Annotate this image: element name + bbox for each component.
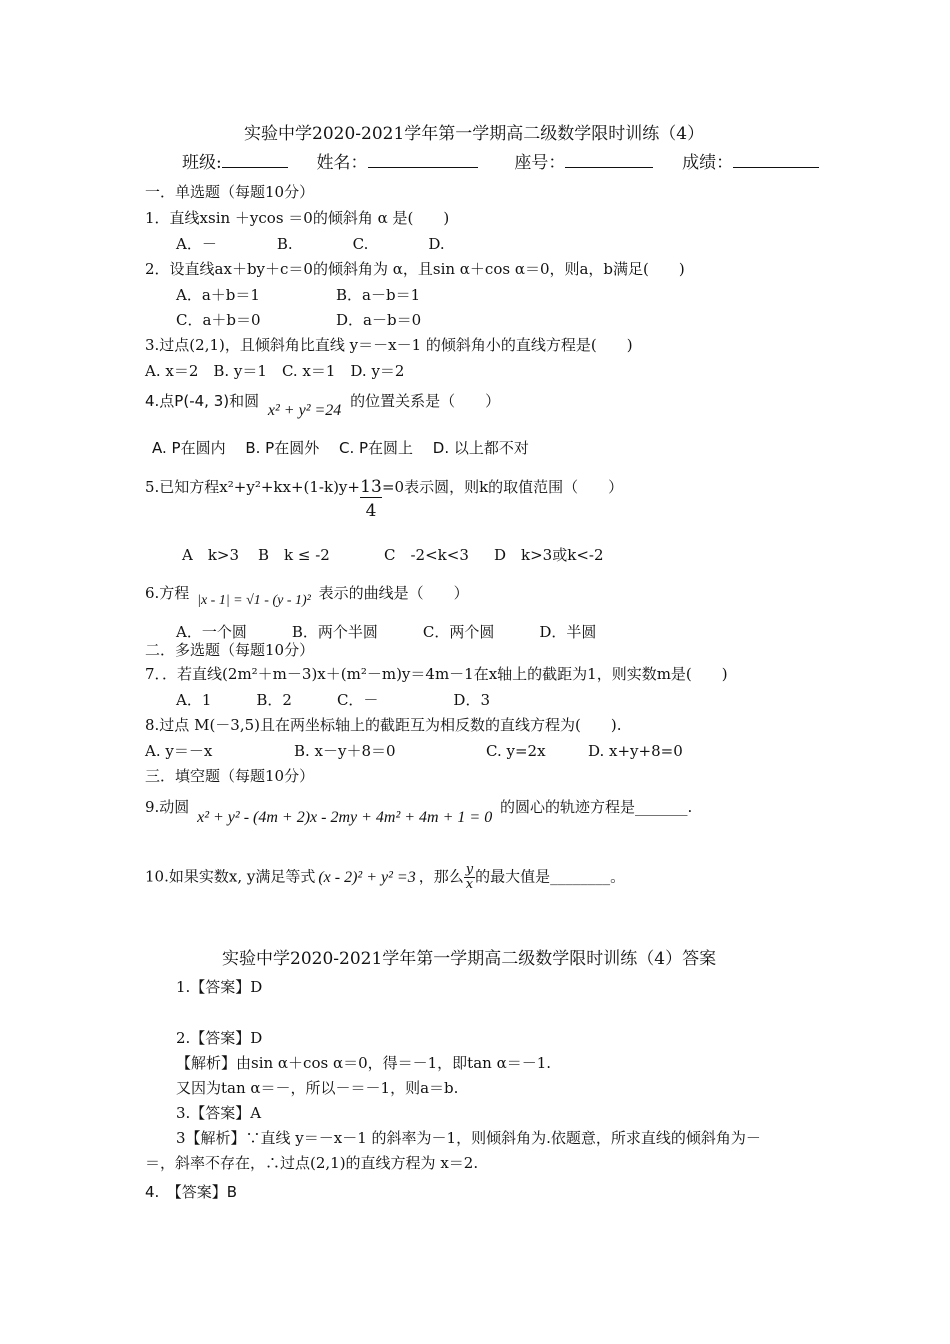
- score-blank: [733, 153, 819, 168]
- q8-option-d: D. x+y+8=0: [588, 742, 683, 760]
- q5-frac-den: 4: [365, 501, 377, 521]
- q1-options: A．－ B. C. D.: [176, 235, 445, 253]
- q9-suffix: 的圆心的轨迹方程是_______.: [499, 798, 693, 816]
- class-blank: [222, 153, 288, 168]
- answer-3: 3.【答案】A: [176, 1104, 262, 1122]
- q6-stem: [145, 583, 469, 608]
- seat-label: 座号：: [514, 153, 566, 173]
- q2-stem: 2．设直线ax＋by＋c＝0的倾斜角为 α，且sin α＋cos α＝0，则a，b满足( ): [145, 260, 685, 278]
- q10-formula: (x - 2)² + y² =3: [318, 868, 416, 886]
- answer-3-explanation-1: 3【解析】∵直线 y＝－x－1 的斜率为－1，则倾斜角为.依题意，所求直线的倾斜角为－: [176, 1129, 761, 1147]
- q4-prefix: 4.点P(-4, 3)和圆: [145, 392, 260, 410]
- q5-option-a: A k>3: [182, 546, 240, 564]
- q5-fraction: [360, 477, 382, 521]
- q5-frac-num: 13: [360, 477, 382, 497]
- answers-title: 实验中学2020-2021学年第一学期高二级数学限时训练（4）答案: [222, 949, 717, 969]
- q7-stem: 7．．若直线(2m²＋m－3)x＋(m²－m)y＝4m－1在x轴上的截距为1，则实数m是( ): [145, 665, 728, 683]
- q2-option-a: A．a＋b＝1: [176, 286, 260, 304]
- answer-2: 2.【答案】D: [176, 1029, 263, 1047]
- q5-suffix: =0表示圆，则k的取值范围（ ）: [381, 478, 624, 496]
- q5-option-c: C -2<k<3: [384, 546, 469, 564]
- q10-frac-den: x: [465, 877, 474, 892]
- q4-options: A. P在圆内 B. P在圆外 C. P在圆上 D. 以上都不对: [152, 439, 529, 457]
- q5-stem: [145, 477, 624, 521]
- q8-option-c: C. y=2x: [486, 742, 546, 760]
- answer-2-explanation-1: 【解析】由sin α＋cos α＝0，得＝－1，即tan α＝－1.: [176, 1054, 552, 1072]
- section1-heading: 一．单选题（每题10分）: [145, 183, 315, 201]
- q10-stem: [145, 863, 625, 892]
- section2-heading: 二．多选题（每题10分）: [145, 641, 315, 659]
- q3-stem: 3.过点(2,1)，且倾斜角比直线 y＝－x－1 的倾斜角小的直线方程是( ): [145, 336, 633, 354]
- q10-fraction: [464, 863, 475, 892]
- q2-option-b: B．a－b＝1: [336, 286, 421, 304]
- q10-prefix: 10.如果实数x, y满足等式: [145, 867, 316, 886]
- name-label: 姓名：: [316, 153, 368, 173]
- q10-suffix: 的最大值是________。: [475, 867, 626, 886]
- q9-stem: [145, 797, 693, 826]
- q8-stem: 8.过点 M(－3,5)且在两坐标轴上的截距互为相反数的直线方程为( ).: [145, 716, 622, 734]
- q6-prefix: 6.方程: [145, 584, 190, 602]
- q10-middle: ，那么: [418, 867, 464, 886]
- q8-option-b: B. x－y＋8＝0: [294, 742, 396, 760]
- name-blank: [368, 153, 478, 168]
- answer-2-explanation-2: 又因为tan α＝－，所以－＝－1，则a＝b.: [176, 1079, 459, 1097]
- class-label: 班级:: [182, 153, 222, 173]
- q3-options: A. x＝2 B. y＝1 C. x＝1 D. y＝2: [145, 362, 405, 380]
- q5-option-b: B k ≤ -2: [258, 546, 330, 564]
- q6-formula: |x - 1| = √1 - (y - 1)²: [197, 593, 311, 608]
- q9-formula: x² + y² - (4m + 2)x - 2my + 4m² + 4m + 1 = 0: [197, 809, 493, 826]
- student-info-row: [182, 153, 819, 173]
- q9-prefix: 9.动圆: [145, 798, 190, 816]
- q8-option-a: A. y＝－x: [145, 742, 213, 760]
- q4-stem: [145, 391, 501, 419]
- q6-suffix: 表示的曲线是（ ）: [318, 584, 469, 602]
- q6-options: A．一个圆 B．两个半圆 C．两个圆 D．半圆: [176, 623, 597, 641]
- q2-option-c: C．a＋b＝0: [176, 311, 261, 329]
- section3-heading: 三．填空题（每题10分）: [145, 767, 315, 785]
- q5-prefix: 5.已知方程x²+y²+kx+(1-k)y+: [145, 478, 360, 496]
- answer-1: 1.【答案】D: [176, 978, 263, 996]
- q5-option-d: D k>3或k<-2: [494, 546, 604, 564]
- q4-suffix: 的位置关系是（ ）: [350, 392, 501, 410]
- q4-formula: x² + y² =24: [267, 402, 342, 419]
- q1-stem: 1．直线xsin ＋ycos ＝0的倾斜角 α 是( ): [145, 209, 450, 227]
- seat-blank: [565, 153, 653, 168]
- q7-options: A．1 B．2 C．－ D．3: [176, 691, 490, 709]
- q10-frac-num: y: [465, 862, 474, 877]
- q2-option-d: D．a－b＝0: [336, 311, 422, 329]
- answer-3-explanation-2: ＝，斜率不存在，∴过点(2,1)的直线方程为 x＝2.: [145, 1154, 479, 1172]
- page-title: 实验中学2020-2021学年第一学期高二级数学限时训练（4）: [244, 124, 705, 144]
- answer-4: 4. 【答案】B: [145, 1183, 238, 1201]
- score-label: 成绩：: [682, 153, 734, 173]
